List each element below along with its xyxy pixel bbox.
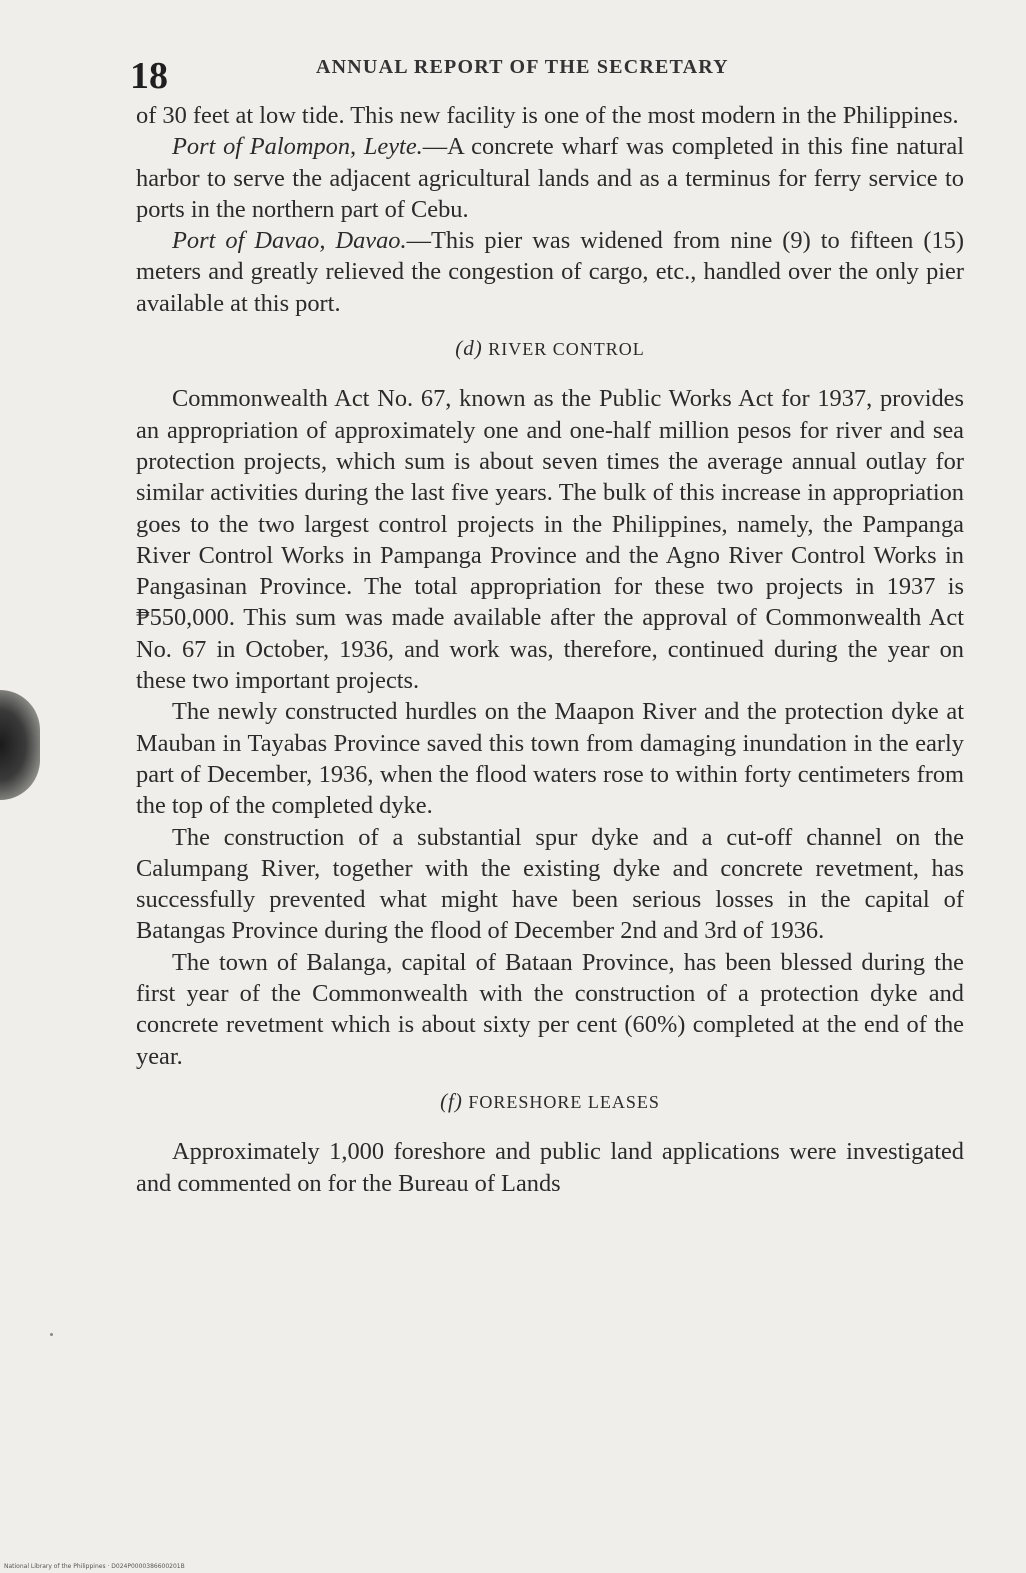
paragraph-continuation: of 30 feet at low tide. This new facility is one of the most modern in the Philippines. [136, 102, 959, 129]
paragraph-port-palompon [136, 131, 964, 225]
section-title-river-control: RIVER CONTROL [488, 339, 645, 360]
section-letter-d: (d) [455, 336, 483, 361]
paragraph-maapon-river: The newly constructed hurdles on the Maapon River and the protection dyke at Mauban in Tayabas Province saved this town from damaging inundation in the early part of December, 1936, when the flood waters rose to within forty centimeters from the top of the completed dyke. [136, 698, 964, 820]
paragraph-port-davao [136, 225, 964, 319]
paragraph-balanga: The town of Balanga, capital of Bataan Province, has been blessed during the first year of the Commonwealth with the construction of a protection dyke and concrete revetment which is about sixty per cent (60%) completed at the end of the year. [136, 948, 964, 1070]
body-text [136, 100, 964, 1199]
running-head: ANNUAL REPORT OF THE SECRETARY [316, 56, 729, 78]
section-heading-foreshore-leases [136, 1086, 964, 1118]
scan-credit: National Library of the Philippines · D024P0000386600201B [4, 1563, 185, 1570]
paragraph-body-palompon: —A concrete wharf was completed in this fine natural harbor to serve the adjacent agricultural lands and as a terminus for ferry service to ports in the northern part of Cebu. [136, 133, 964, 223]
paragraph-lead-davao: Port of Davao, Davao. [172, 227, 407, 255]
scan-thumb-shadow [0, 690, 40, 800]
section-letter-f: (f) [440, 1088, 463, 1113]
section-heading-river-control [136, 333, 964, 365]
paragraph-lead-palompon: Port of Palompon, Leyte. [172, 133, 423, 161]
scan-speck [50, 1333, 53, 1336]
paragraph-commonwealth-act: Commonwealth Act No. 67, known as the Public Works Act for 1937, provides an appropriation of approximately one and one-half million pesos for river and sea protection projects, which sum is about seven times the average annual outlay for similar activities during the last five years. The bulk of this increase in appropriation goes to the two largest control projects in the Philippines, namely, the Pampanga River Control Works in Pampanga Province and the Agno River Control Works in Pangasinan Province. The total appropriation for these two projects in 1937 is ₱550,000. This sum was made available after the approval of Commonwealth Act No. 67 in October, 1936, and work was, therefore, continued during the year on these two important projects. [136, 385, 964, 695]
paragraph-foreshore: Approximately 1,000 foreshore and public land applications were investigated and commented on for the Bureau of Lands [136, 1138, 964, 1197]
page-number: 18 [130, 55, 168, 97]
paragraph-calumpang-river: The construction of a substantial spur dyke and a cut-off channel on the Calumpang River, together with the existing dyke and concrete revetment, has successfully prevented what might have been serious losses in the capital of Batangas Province during the flood of December 2nd and 3rd of 1936. [136, 823, 964, 945]
page-header [130, 50, 970, 100]
section-title-foreshore-leases: FORESHORE LEASES [468, 1091, 660, 1112]
paragraph-body-davao: —This pier was widened from nine (9) to fifteen (15) meters and greatly relieved the congestion of cargo, etc., handled over the only pier available at this port. [136, 227, 964, 317]
